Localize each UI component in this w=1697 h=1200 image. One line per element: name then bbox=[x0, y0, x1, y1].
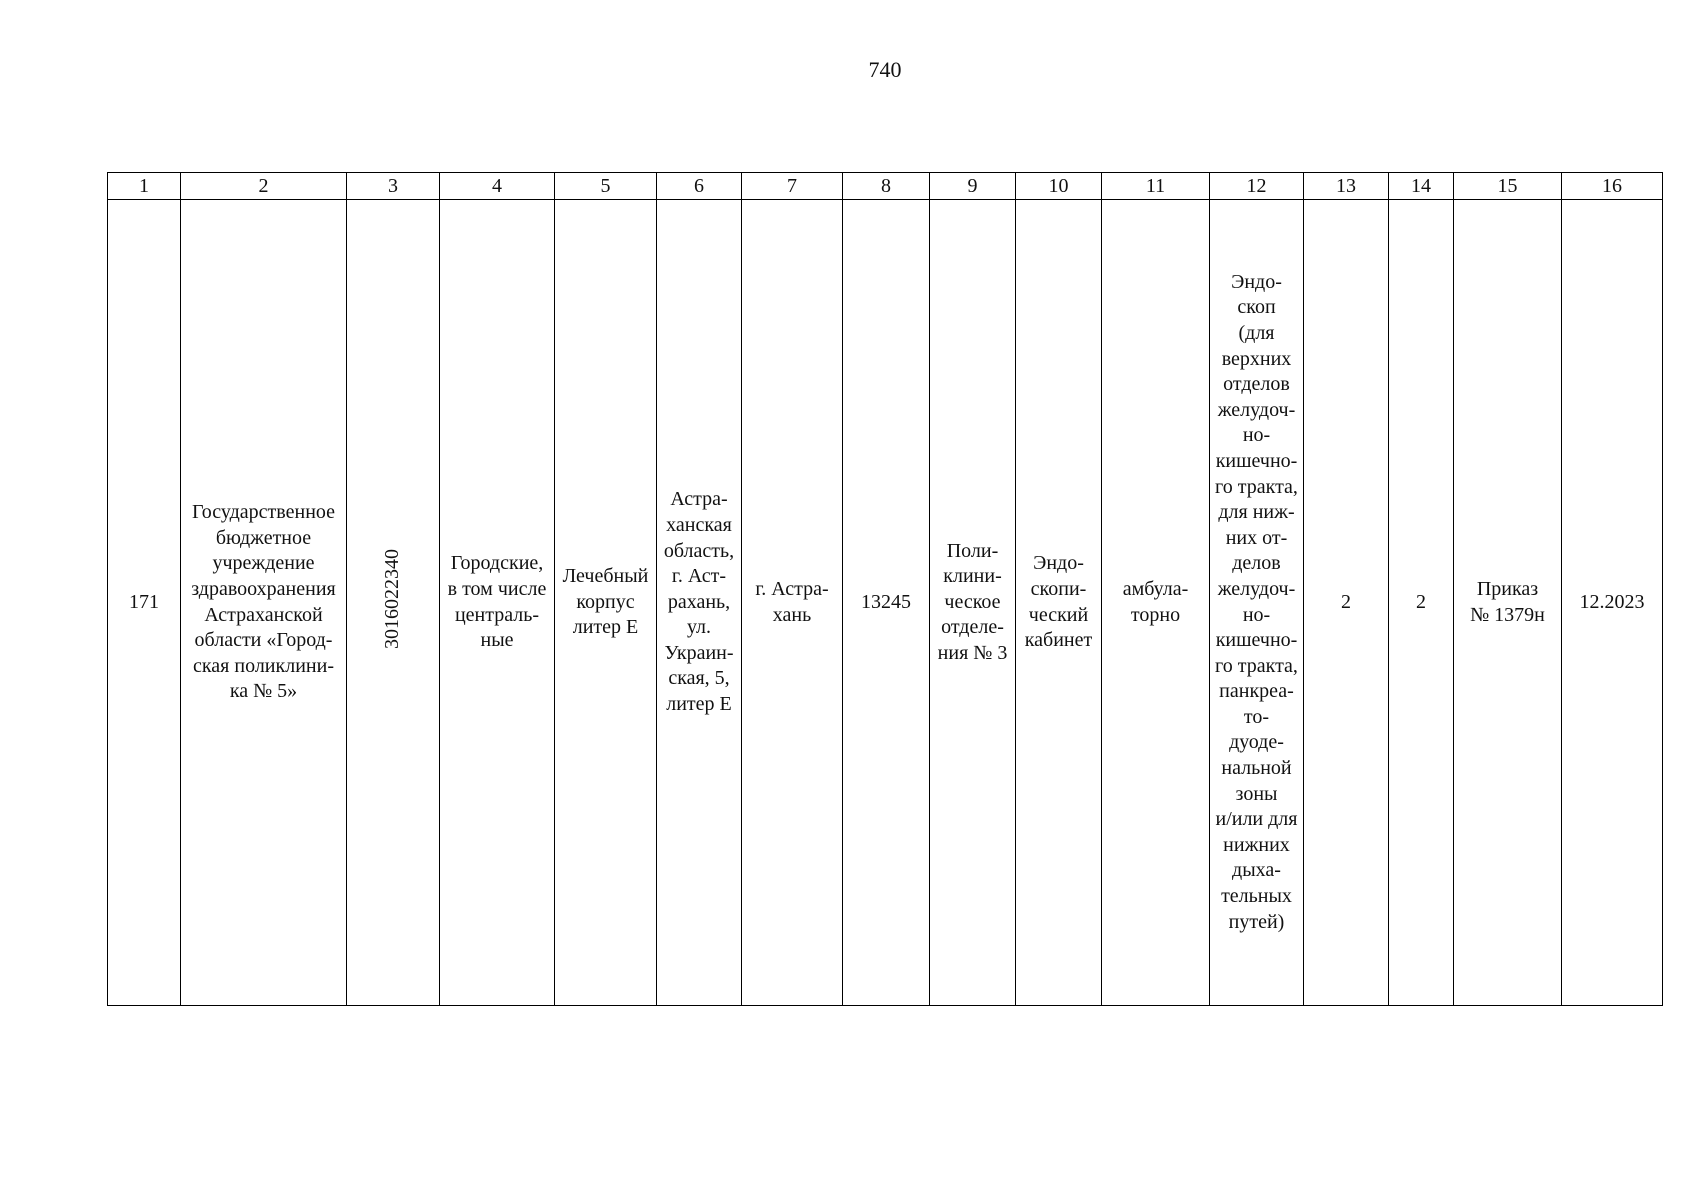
column-number-cell: 13 bbox=[1304, 173, 1389, 200]
column-number-cell: 10 bbox=[1016, 173, 1102, 200]
address-cell: Астра- ханская область, г. Аст- рахань, ул. Украин- ская, 5, литер Е bbox=[657, 200, 742, 1006]
page-number: 740 bbox=[868, 57, 902, 82]
column-number-cell: 16 bbox=[1562, 173, 1663, 200]
column-number-cell: 6 bbox=[657, 173, 742, 200]
building-cell: Лечебный корпус литер Е bbox=[555, 200, 657, 1006]
equipment-cell: Эндо- скоп (для верхних отделов желудоч- но- кишечно- го тракта, для ниж- них от- делов желудоч- но- кишечно- го тракта, панкреа- то- дуоде- нальной зоны и/или для нижних дыха- тельных путей) bbox=[1210, 200, 1304, 1006]
column-number-cell: 2 bbox=[181, 173, 347, 200]
column-number-cell: 12 bbox=[1210, 173, 1304, 200]
inn-cell bbox=[347, 200, 440, 1006]
date-cell: 12.2023 bbox=[1562, 200, 1663, 1006]
inn-text: 3016022340 bbox=[381, 548, 404, 649]
care-conditions-cell: амбула- торно bbox=[1102, 200, 1210, 1006]
organization-cell: Государственное бюджетное учреждение здравоохранения Астраханской области «Город- ская поликлини- ка № 5» bbox=[181, 200, 347, 1006]
table-row bbox=[108, 200, 1663, 1006]
settlement-type-cell: Городские, в том числе централь- ные bbox=[440, 200, 555, 1006]
column-number-row bbox=[108, 173, 1663, 200]
column-number-cell: 1 bbox=[108, 173, 181, 200]
cabinet-cell: Эндо- скопи- ческий кабинет bbox=[1016, 200, 1102, 1006]
column-number-cell: 14 bbox=[1389, 173, 1454, 200]
registry-table bbox=[107, 172, 1663, 1006]
column-number-cell: 7 bbox=[742, 173, 843, 200]
order-cell: Приказ № 1379н bbox=[1454, 200, 1562, 1006]
city-cell: г. Астра- хань bbox=[742, 200, 843, 1006]
column-number-cell: 15 bbox=[1454, 173, 1562, 200]
column-number-cell: 4 bbox=[440, 173, 555, 200]
code-cell: 13245 bbox=[843, 200, 930, 1006]
column-number-cell: 8 bbox=[843, 173, 930, 200]
row-number-cell: 171 bbox=[108, 200, 181, 1006]
quantity-cell: 2 bbox=[1304, 200, 1389, 1006]
department-cell: Поли- клини- ческое отделе- ния № 3 bbox=[930, 200, 1016, 1006]
column-number-cell: 11 bbox=[1102, 173, 1210, 200]
quantity-cell: 2 bbox=[1389, 200, 1454, 1006]
column-number-cell: 5 bbox=[555, 173, 657, 200]
column-number-cell: 9 bbox=[930, 173, 1016, 200]
column-number-cell: 3 bbox=[347, 173, 440, 200]
